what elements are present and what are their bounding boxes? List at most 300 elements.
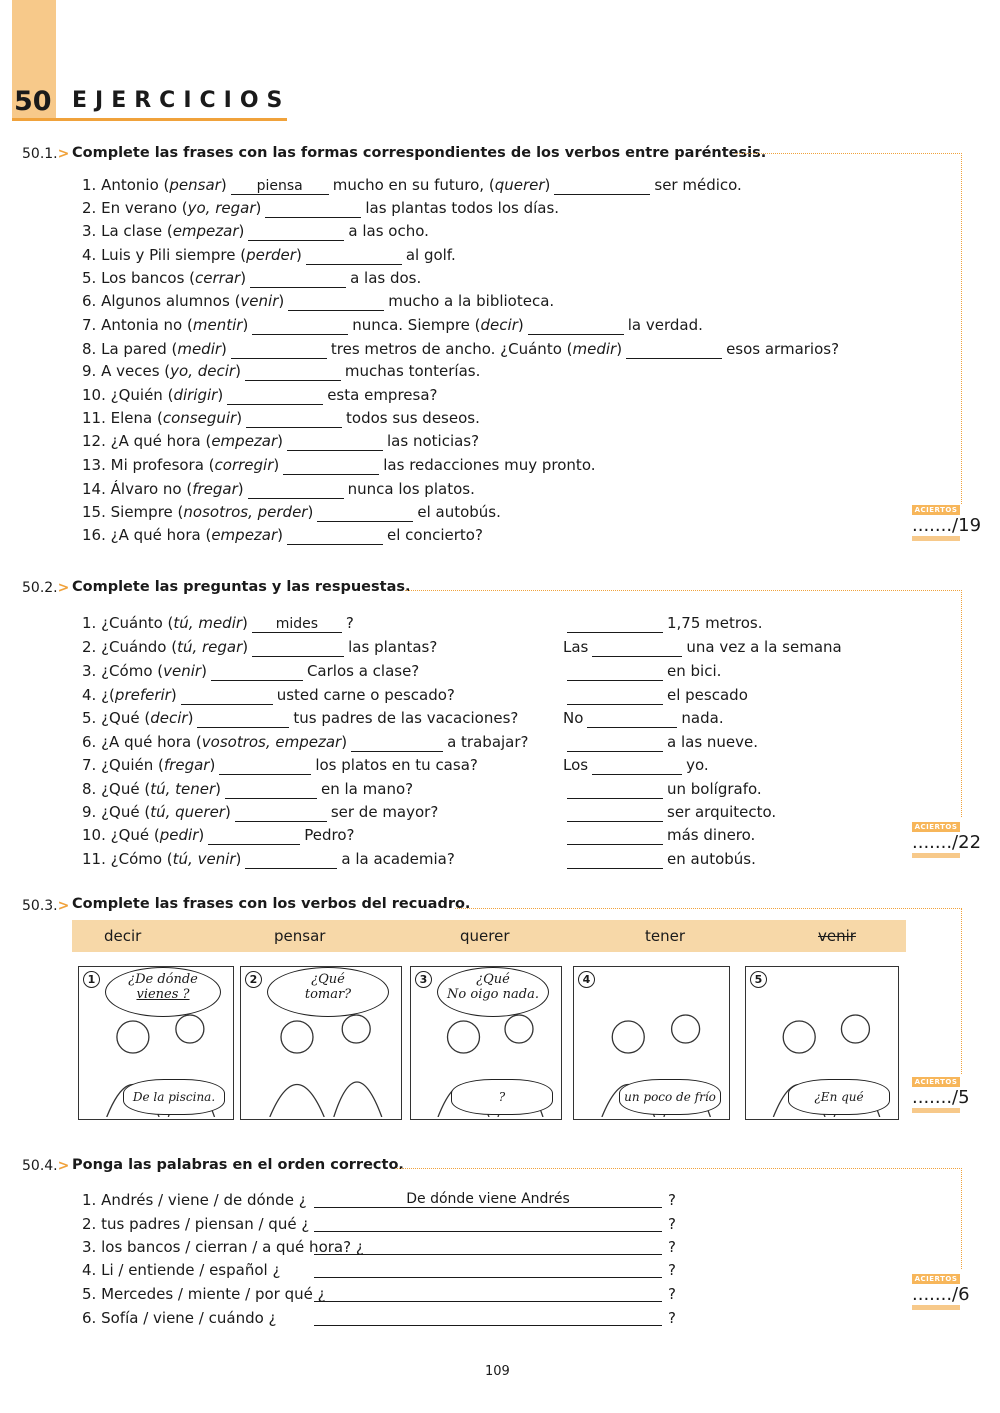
sentence-text: ) (277, 432, 284, 450)
sentence-text: el concierto? (387, 526, 483, 544)
answer-blank[interactable] (567, 828, 663, 845)
answer-blank[interactable] (567, 616, 663, 633)
sentence-text: Elena ( (110, 409, 163, 427)
instruction-50-3: Complete las frases con los verbos del recuadro. (72, 896, 471, 912)
verb-hint: tú, regar (177, 638, 243, 656)
verb-hint: pedir (159, 826, 199, 844)
question-text: ¿Qué ( (101, 709, 151, 727)
answer-blank[interactable] (250, 271, 346, 288)
question-text: Carlos a clase? (306, 662, 420, 680)
answer-blank[interactable] (287, 528, 383, 545)
title-rule (12, 118, 287, 121)
question-text: ) (170, 686, 177, 704)
answer-line (563, 686, 748, 705)
item-number: 1. (82, 614, 97, 632)
answer-text: más dinero. (667, 826, 756, 844)
answer-blank[interactable] (248, 482, 344, 499)
answer-line (563, 803, 776, 822)
answer-blank[interactable] (265, 201, 361, 218)
question-text: ) (235, 850, 242, 868)
sentence-text: ) (235, 362, 241, 380)
question-line (82, 686, 455, 705)
answer-blank[interactable] (567, 852, 663, 869)
prompt-text: los bancos / cierran / a qué hora? ¿ (101, 1238, 364, 1256)
question-text: a la academia? (341, 850, 455, 868)
question-text: ¿Cuánto ( (101, 614, 174, 632)
question-mark: ? (668, 1261, 676, 1279)
sentence-text: ¿A qué hora ( (110, 432, 212, 450)
item-number: 8. (82, 780, 97, 798)
answer-blank[interactable] (252, 318, 348, 335)
sentence-line (82, 269, 421, 288)
sentence-line (82, 222, 429, 241)
sentence-text: ) (295, 246, 302, 264)
item-number: 5. (82, 709, 97, 727)
verb-box (72, 920, 906, 952)
answer-blank[interactable] (592, 758, 682, 775)
answer-filled[interactable]: De dónde viene Andrés (314, 1191, 662, 1208)
answer-blank[interactable] (288, 294, 384, 311)
sentence-text: ) (255, 199, 262, 217)
sentence-text: Antonio ( (101, 176, 170, 194)
item-number: 7. (82, 756, 97, 774)
verb-hint: empezar (211, 526, 278, 544)
answer-text: un bolígrafo. (667, 780, 762, 798)
question-text: ) (209, 756, 216, 774)
sentence-text: Antonia no ( (101, 316, 193, 334)
verb-hint: tú, querer (150, 803, 225, 821)
verb-hint: venir (240, 292, 279, 310)
question-text: ¿Qué ( (101, 780, 151, 798)
sentence-text: ) (242, 316, 249, 334)
answer-text: ser arquitecto. (667, 803, 777, 821)
answer-blank[interactable] (314, 1215, 662, 1232)
item-number: 3. (82, 222, 97, 240)
verb-hint: corregir (214, 456, 274, 474)
question-mark: ? (668, 1238, 676, 1256)
answer-blank[interactable] (626, 342, 722, 359)
score-box-50-1: ACIERTOS ......./19 (912, 505, 960, 541)
sentence-text: ) (277, 526, 284, 544)
instruction-50-4: Ponga las palabras en el orden correcto. (72, 1157, 404, 1173)
question-text: ¿( (101, 686, 115, 704)
item-number: 1. (82, 176, 97, 194)
answer-blank[interactable] (231, 342, 327, 359)
item-number: 5. (82, 269, 97, 287)
sentence-line (82, 199, 559, 218)
frame-50-1 (735, 153, 962, 504)
answer-blank[interactable] (252, 640, 344, 657)
item-number: 9. (82, 362, 97, 380)
question-text: tus padres de las vacaciones? (293, 709, 519, 727)
verb-hint: perder (246, 246, 296, 264)
item-number: 6. (82, 292, 97, 310)
sentence-text: ) (517, 316, 524, 334)
question-line (82, 709, 518, 728)
answer-line (563, 662, 721, 681)
question-line (82, 733, 529, 752)
score-box-50-2: ACIERTOS ......./22 (912, 822, 960, 858)
sentence-text: las plantas todos los días. (365, 199, 560, 217)
page-number: 109 (485, 1364, 510, 1379)
bubble-line-2: No oigo nada. (447, 987, 539, 1002)
answer-text: nada. (681, 709, 724, 727)
answer-blank[interactable] (227, 388, 323, 405)
sentence-text: ) (217, 386, 224, 404)
sentence-line (82, 409, 480, 428)
answer-line (563, 780, 762, 799)
instruction-50-2: Complete las preguntas y las respuestas. (72, 579, 411, 595)
reorder-line (82, 1285, 676, 1303)
answer-blank[interactable] (314, 1309, 662, 1326)
answer-blank[interactable] (246, 411, 342, 428)
verb-hint: medir (572, 340, 617, 358)
verb-decir: decir (104, 927, 142, 945)
item-number: 14. (82, 480, 106, 498)
sentence-text: ¿A qué hora ( (110, 526, 212, 544)
sentence-line (82, 432, 479, 451)
panel-number: 5 (750, 971, 767, 988)
answer-blank[interactable] (351, 735, 443, 752)
sentence-text: ) (220, 176, 227, 194)
reorder-line (82, 1238, 676, 1256)
sentence-line (82, 176, 742, 195)
answer-blank[interactable] (235, 805, 327, 822)
panel-number: 4 (578, 971, 595, 988)
verb-hint: querer (494, 176, 545, 194)
item-number: 6. (82, 733, 97, 751)
answer-blank[interactable] (314, 1238, 662, 1255)
item-number: 11. (82, 409, 106, 427)
answer-blank[interactable] (567, 688, 663, 705)
panel-number: 3 (415, 971, 432, 988)
sentence-line (82, 316, 703, 335)
answer-line (563, 709, 724, 728)
question-text: los platos en tu casa? (315, 756, 478, 774)
answer-prefix: No (563, 709, 584, 727)
sentence-line (82, 456, 596, 475)
sentence-text: En verano ( (101, 199, 188, 217)
answer-blank[interactable] (317, 505, 413, 522)
sentence-line (82, 340, 839, 359)
answer-blank[interactable] (287, 434, 383, 451)
verb-hint: preferir (114, 686, 171, 704)
item-number: 4. (82, 1261, 97, 1279)
verb-hint: conseguir (162, 409, 237, 427)
question-line (82, 662, 419, 681)
answer-blank[interactable] (306, 248, 402, 265)
item-number: 5. (82, 1285, 97, 1303)
answer-blank[interactable] (283, 458, 379, 475)
answer-line (563, 638, 842, 657)
sentence-text: ) (238, 222, 245, 240)
answer-blank[interactable] (219, 758, 311, 775)
answer-text: en autobús. (667, 850, 756, 868)
verb-hint: vosotros, empezar (201, 733, 342, 751)
answer-prefix: Los (563, 756, 589, 774)
question-text: ) (201, 662, 207, 680)
verb-hint: tú, tener (150, 780, 216, 798)
verb-hint: tú, medir (173, 614, 243, 632)
question-text: ¿Cuándo ( (101, 638, 178, 656)
item-number: 2. (82, 638, 97, 656)
panel-number: 2 (245, 971, 262, 988)
sentence-line (82, 503, 501, 522)
sentence-line (82, 386, 437, 405)
question-text: Pedro? (304, 826, 355, 844)
item-number: 2. (82, 1215, 97, 1233)
sentence-text: muchas tonterías. (344, 362, 481, 380)
item-number: 10. (82, 826, 106, 844)
verb-hint: decir (150, 709, 188, 727)
sentence-text: Luis y Pili siempre ( (101, 246, 247, 264)
question-text: ) (341, 733, 348, 751)
verb-hint: empezar (211, 432, 278, 450)
question-mark: ? (668, 1191, 676, 1209)
item-number: 7. (82, 316, 97, 334)
sentence-text: a las ocho. (348, 222, 429, 240)
question-line (82, 803, 438, 822)
comic-panel (745, 966, 899, 1120)
answer-line (563, 826, 755, 845)
item-number: 8. (82, 340, 97, 358)
item-number: 3. (82, 662, 97, 680)
comic-panel (410, 966, 562, 1120)
question-line (82, 780, 413, 799)
sentence-text: ) (240, 269, 247, 287)
answer-blank[interactable] (592, 640, 682, 657)
answer-blank[interactable] (567, 782, 663, 799)
score-box-50-3: ACIERTOS ......./5 (912, 1077, 960, 1113)
verb-hint: medir (177, 340, 222, 358)
instruction-50-1: Complete las frases con las formas correspondientes de los verbos entre paréntesis. (72, 145, 767, 161)
question-text: a trabajar? (447, 733, 529, 751)
verb-hint: empezar (172, 222, 239, 240)
question-text: usted carne o pescado? (276, 686, 455, 704)
question-text: ) (187, 709, 194, 727)
answer-text: 1,75 metros. (667, 614, 763, 632)
sentence-text: el autobús. (417, 503, 501, 521)
verb-hint: decir (480, 316, 518, 334)
answer-blank[interactable] (211, 664, 303, 681)
verb-hint: tú, venir (172, 850, 236, 868)
question-line (82, 638, 437, 657)
sentence-text: todos sus deseos. (346, 409, 480, 427)
verb-hint: fregar (192, 480, 238, 498)
sentence-text: Los bancos ( (101, 269, 196, 287)
answer-line (563, 733, 758, 752)
verb-hint: dirigir (173, 386, 218, 404)
answer-blank[interactable] (567, 805, 663, 822)
speech-bubble (267, 967, 389, 1017)
answer-line (563, 756, 709, 775)
question-line (82, 756, 478, 775)
sentence-text: las redacciones muy pronto. (383, 456, 596, 474)
bubble-line-2: tomar? (304, 987, 352, 1002)
question-text: ser de mayor? (330, 803, 439, 821)
sentence-text: la verdad. (627, 316, 703, 334)
question-text: ) (242, 614, 248, 632)
verb-hint: nosotros, perder (183, 503, 308, 521)
item-number: 10. (82, 386, 106, 404)
question-text: ¿Qué ( (101, 803, 151, 821)
question-mark: ? (668, 1285, 676, 1303)
question-text: ¿Qué ( (110, 826, 160, 844)
verb-hint: cerrar (195, 269, 241, 287)
sentence-text: Siempre ( (110, 503, 184, 521)
answer-text: el pescado (667, 686, 748, 704)
sentence-text: mucho en su futuro, ( (332, 176, 495, 194)
answer-line (563, 614, 763, 633)
item-number: 6. (82, 1309, 97, 1327)
answer-blank[interactable] (554, 178, 650, 195)
sentence-text: ) (307, 503, 314, 521)
comic-panel (78, 966, 234, 1120)
answer-text: yo. (686, 756, 709, 774)
answer-blank[interactable] (181, 688, 273, 705)
speech-bubble-bottom: De la piscina. (123, 1079, 225, 1115)
section-label-50-3: 50.3.> (22, 898, 70, 914)
sentence-text: La pared ( (101, 340, 178, 358)
sentence-text: nunca los platos. (347, 480, 475, 498)
sentence-text: ) (237, 480, 244, 498)
panel-number: 1 (83, 971, 100, 988)
question-line (82, 850, 455, 869)
answer-blank[interactable] (528, 318, 624, 335)
item-number: 4. (82, 246, 97, 264)
sentence-text: las noticias? (387, 432, 480, 450)
sentence-text: A veces ( (101, 362, 171, 380)
sentence-text: ) (236, 409, 243, 427)
question-text: ) (242, 638, 249, 656)
score-box-50-4: ACIERTOS ......./6 (912, 1274, 960, 1310)
answer-blank[interactable] (567, 735, 663, 752)
sentence-line (82, 480, 475, 499)
question-text: ? (345, 614, 354, 632)
verb-pensar: pensar (274, 927, 326, 945)
bubble-line-2: vienes ? (136, 987, 190, 1002)
section-label-50-1: 50.1.> (22, 146, 70, 162)
chapter-title: EJERCICIOS (72, 88, 291, 113)
section-label-50-2: 50.2.> (22, 580, 70, 596)
verb-hint: yo, decir (170, 362, 236, 380)
answer-blank[interactable] (208, 828, 300, 845)
item-number: 11. (82, 850, 106, 868)
speech-bubble (437, 967, 549, 1017)
speech-bubble-bottom: ¿En qué (788, 1079, 890, 1115)
sentence-text: esos armarios? (726, 340, 840, 358)
item-number: 13. (82, 456, 106, 474)
answer-blank[interactable] (248, 224, 344, 241)
question-text: ¿Cómo ( (101, 662, 164, 680)
answer-blank[interactable] (245, 852, 337, 869)
item-number: 15. (82, 503, 106, 521)
bubble-line-1: ¿Qué (311, 972, 345, 987)
question-text: ) (215, 780, 222, 798)
answer-blank[interactable] (225, 782, 317, 799)
sentence-text: nunca. Siempre ( (352, 316, 481, 334)
item-number: 1. (82, 1191, 97, 1209)
answer-blank[interactable] (314, 1261, 662, 1278)
verb-hint: pensar (169, 176, 221, 194)
sentence-text: La clase ( (101, 222, 173, 240)
verb-venir-crossed: venir (818, 927, 856, 945)
question-text: las plantas? (348, 638, 438, 656)
speech-bubble (105, 967, 221, 1017)
sentence-text: ) (278, 292, 285, 310)
speech-bubble-bottom: un poco de frío (619, 1079, 721, 1115)
question-text: ¿Cómo ( (110, 850, 173, 868)
item-number: 12. (82, 432, 106, 450)
question-text: ) (198, 826, 205, 844)
sentence-text: ) (273, 456, 280, 474)
question-text: ¿Quién ( (101, 756, 164, 774)
item-number: 3. (82, 1238, 97, 1256)
item-number: 2. (82, 199, 97, 217)
answer-blank[interactable] (587, 711, 677, 728)
answer-blank[interactable] (245, 364, 341, 381)
prompt-text: Sofía / viene / cuándo ¿ (101, 1309, 277, 1327)
answer-blank[interactable] (567, 664, 663, 681)
answer-filled[interactable]: mides (252, 616, 342, 633)
question-line (82, 614, 354, 633)
comic-panel (240, 966, 402, 1120)
bubble-line-1: ¿Qué (476, 972, 510, 987)
prompt-text: Li / entiende / español ¿ (101, 1261, 281, 1279)
answer-text: una vez a la semana (686, 638, 842, 656)
item-number: 9. (82, 803, 97, 821)
answer-prefix: Las (563, 638, 589, 656)
verb-hint: yo, regar (187, 199, 256, 217)
verb-hint: venir (163, 662, 202, 680)
answer-text: a las nueve. (667, 733, 759, 751)
section-label-50-4: 50.4.> (22, 1158, 70, 1174)
answer-blank[interactable] (314, 1285, 662, 1302)
speech-bubble-bottom: ? (451, 1079, 553, 1115)
question-line (82, 826, 354, 845)
sentence-line (82, 246, 456, 265)
question-mark: ? (668, 1309, 676, 1327)
sentence-text: a las dos. (350, 269, 422, 287)
comic-panel (573, 966, 730, 1120)
prompt-text: Mercedes / miente / por qué ¿ (101, 1285, 326, 1303)
verb-tener: tener (645, 927, 686, 945)
sentence-text: ser médico. (654, 176, 742, 194)
verb-hint: mentir (192, 316, 243, 334)
sentence-text: tres metros de ancho. ¿Cuánto ( (330, 340, 573, 358)
sentence-text: Algunos alumnos ( (101, 292, 241, 310)
question-mark: ? (668, 1215, 676, 1233)
sentence-text: mucho a la biblioteca. (388, 292, 555, 310)
prompt-text: tus padres / piensan / qué ¿ (101, 1215, 310, 1233)
sentence-text: al golf. (405, 246, 456, 264)
answer-filled[interactable]: piensa (231, 178, 329, 195)
reorder-line (82, 1215, 676, 1233)
sentence-text: ) (221, 340, 227, 358)
sentence-text: Mi profesora ( (110, 456, 215, 474)
answer-blank[interactable] (197, 711, 289, 728)
sentence-line (82, 526, 483, 545)
question-text: en la mano? (321, 780, 414, 798)
item-number: 4. (82, 686, 97, 704)
answer-line (563, 850, 756, 869)
verb-hint: fregar (163, 756, 210, 774)
reorder-line (82, 1261, 676, 1279)
chapter-number: 50 (14, 86, 52, 117)
reorder-line (82, 1309, 676, 1327)
question-text: ) (224, 803, 231, 821)
sentence-text: ) (616, 340, 623, 358)
